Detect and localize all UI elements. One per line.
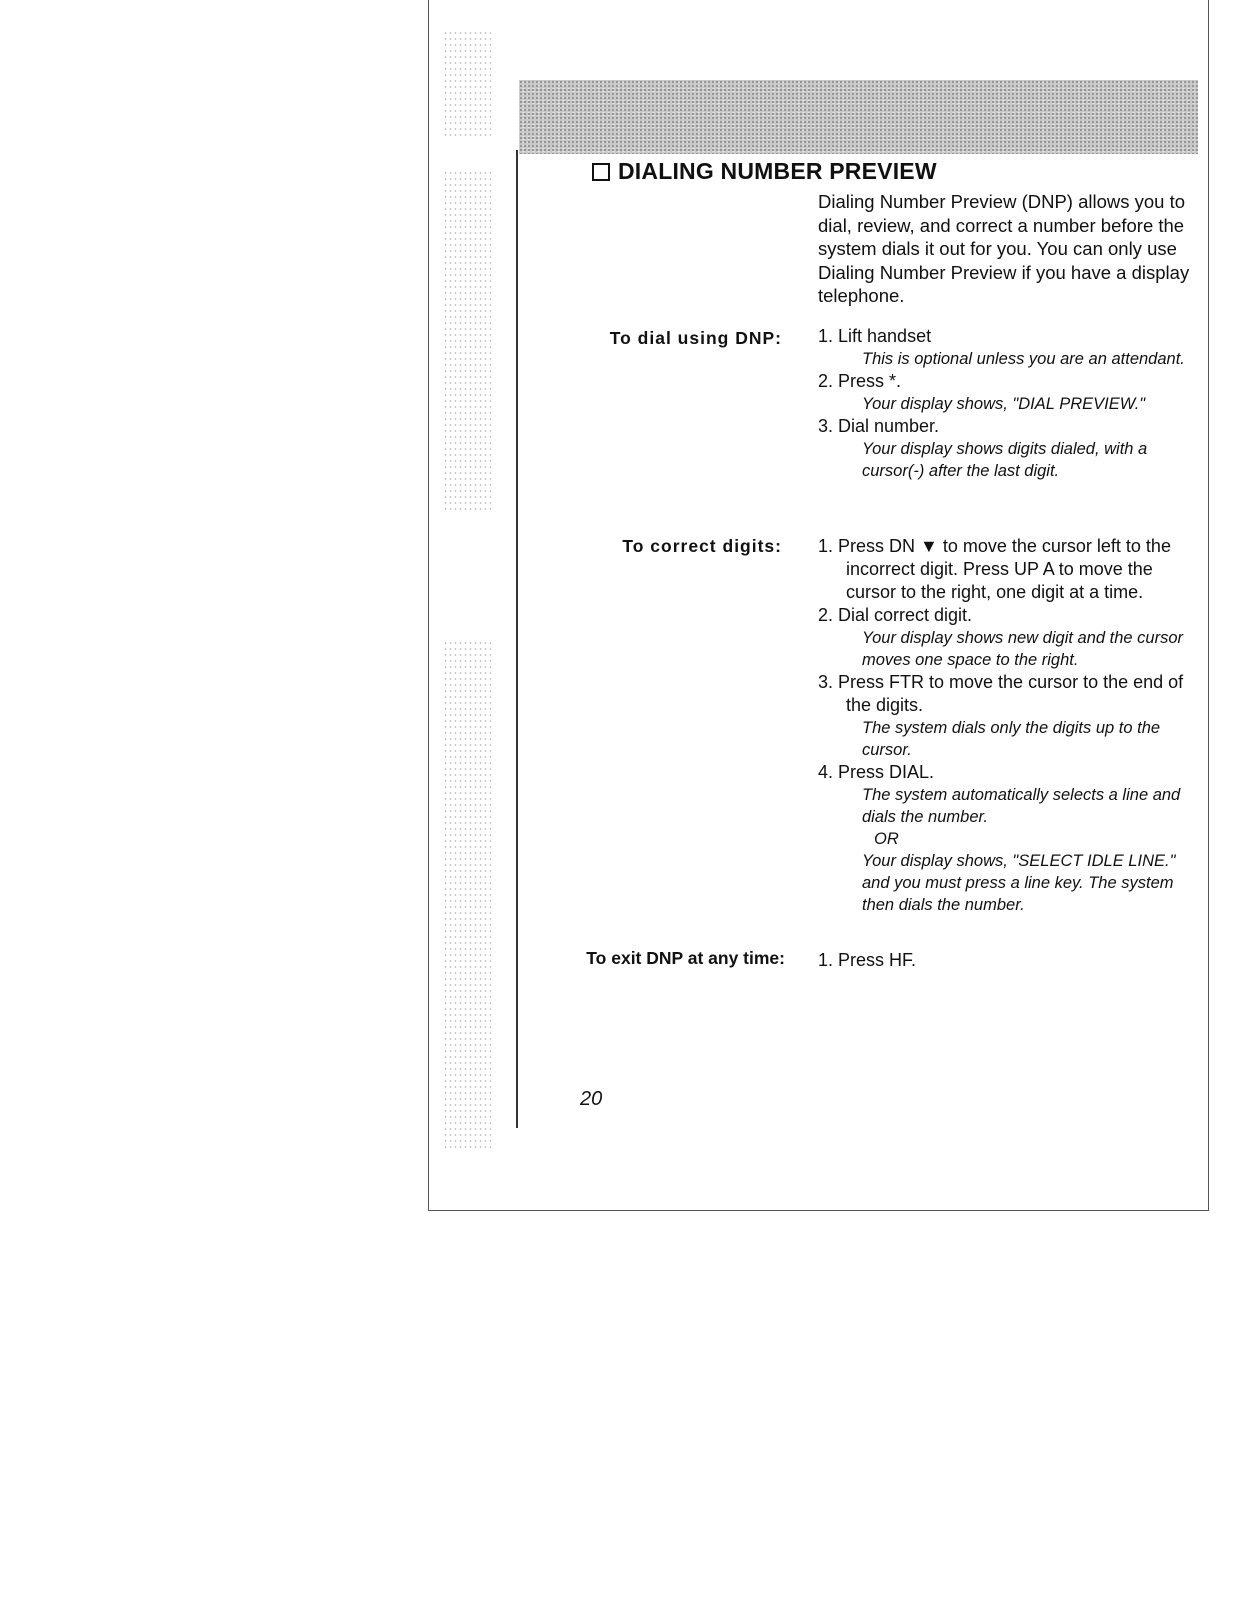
steps-dial-using-dnp (818, 325, 1203, 482)
intro-paragraph: Dialing Number Preview (DNP) allows you to dial, review, and correct a number before the system dials it out for you. You can only use Dialing Number Preview if you have a display telephone. (818, 191, 1190, 306)
step-text: 3. Dial number. (818, 416, 940, 436)
step-text: 4. Press DIAL. (818, 762, 935, 782)
list-item (818, 325, 1203, 370)
list-item (818, 370, 1203, 415)
label-dial-using-dnp: To dial using DNP: (609, 328, 782, 348)
step-note: This is optional unless you are an attendant. (862, 350, 1185, 368)
step-note: Your display shows new digit and the cursor moves one space to the right. (862, 629, 1184, 669)
label-correct-digits: To correct digits: (622, 536, 782, 556)
section-title-text: DIALING NUMBER PREVIEW (618, 158, 937, 184)
step-note: Your display shows digits dialed, with a cursor(-) after the last digit. (862, 440, 1148, 480)
list-item (818, 415, 1203, 482)
step-text: 1. Press HF. (818, 950, 917, 970)
list-item (818, 761, 1203, 916)
step-note: The system automatically selects a line and dials the number. (862, 786, 1181, 826)
step-text: 2. Dial correct digit. (818, 605, 973, 625)
checkbox-icon (592, 163, 610, 181)
step-note: Your display shows, "SELECT IDLE LINE." and you must press a line key. The system then dials the number. (862, 852, 1176, 914)
scan-speckle-low (443, 640, 491, 1150)
header-band (519, 80, 1198, 154)
list-item (818, 535, 1203, 604)
list-item (818, 604, 1203, 671)
step-text: 1. Press DN ▼ to move the cursor left to the incorrect digit. Press UP A to move the cursor to the right, one digit at a time. (818, 536, 1171, 602)
step-note: The system dials only the digits up to the cursor. (862, 719, 1161, 759)
step-note: Your display shows, "DIAL PREVIEW." (862, 395, 1146, 413)
step-text: 1. Lift handset (818, 326, 932, 346)
section-title (592, 158, 937, 185)
list-item (818, 949, 1203, 972)
list-item (818, 671, 1203, 761)
left-margin-rule (516, 150, 518, 1128)
page-number: 20 (580, 1088, 603, 1110)
step-text: 2. Press *. (818, 371, 902, 391)
steps-correct-digits (818, 535, 1203, 916)
step-note-or: OR (874, 830, 899, 848)
steps-exit-dnp (818, 949, 1203, 972)
scan-speckle-top (443, 30, 491, 140)
step-text: 3. Press FTR to move the cursor to the end of the digits. (818, 672, 1184, 715)
label-exit-dnp: To exit DNP at any time: (586, 948, 785, 968)
